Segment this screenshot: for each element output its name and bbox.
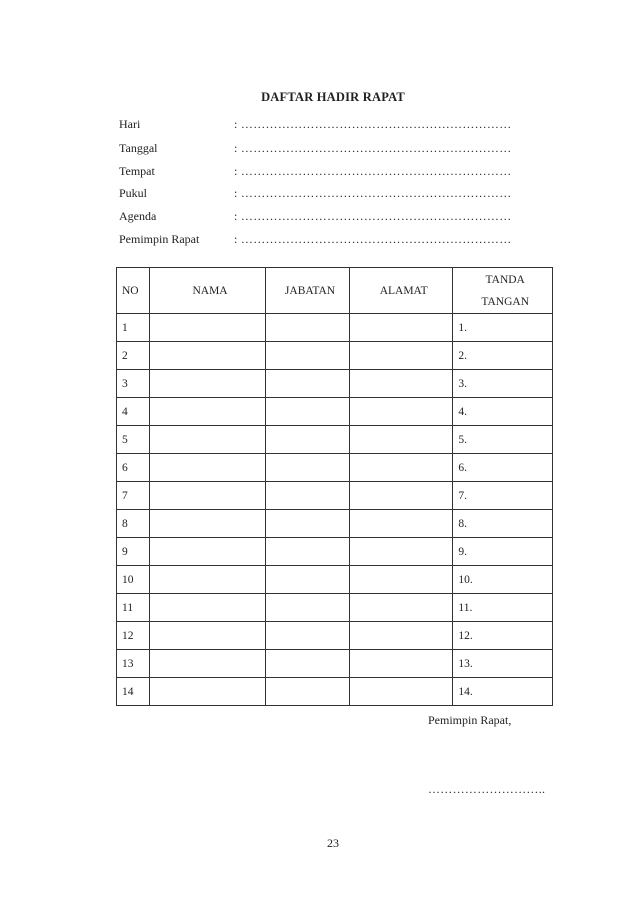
- cell-no: 7: [117, 482, 150, 510]
- attendance-table-body: [117, 314, 553, 706]
- info-field-label: Tanggal: [119, 141, 158, 155]
- info-field-value: : …………………………………………………………: [234, 141, 512, 155]
- table-row: [117, 566, 553, 594]
- header-alamat: ALAMAT: [349, 268, 453, 314]
- table-row: [117, 678, 553, 706]
- cell-jabatan: [266, 482, 350, 510]
- cell-no: 10: [117, 566, 150, 594]
- cell-jabatan: [266, 370, 350, 398]
- table-row: [117, 342, 553, 370]
- table-row: [117, 594, 553, 622]
- cell-no: 4: [117, 398, 150, 426]
- info-field-value: : …………………………………………………………: [234, 186, 512, 200]
- cell-tanda-tangan: 4.: [453, 398, 553, 426]
- info-field-label: Hari: [119, 117, 141, 131]
- cell-nama: [149, 622, 265, 650]
- info-field-label: Tempat: [119, 164, 155, 178]
- cell-alamat: [349, 594, 453, 622]
- cell-no: 2: [117, 342, 150, 370]
- cell-alamat: [349, 398, 453, 426]
- table-row: [117, 426, 553, 454]
- cell-nama: [149, 538, 265, 566]
- cell-tanda-tangan: 12.: [453, 622, 553, 650]
- table-row: [117, 398, 553, 426]
- cell-jabatan: [266, 678, 350, 706]
- header-jabatan: JABATAN: [266, 268, 350, 314]
- header-no: NO: [117, 268, 150, 314]
- cell-nama: [149, 454, 265, 482]
- cell-tanda-tangan: 7.: [453, 482, 553, 510]
- cell-nama: [149, 370, 265, 398]
- info-field-value: : …………………………………………………………: [234, 117, 512, 131]
- cell-no: 9: [117, 538, 150, 566]
- cell-alamat: [349, 370, 453, 398]
- leader-label: Pemimpin Rapat,: [428, 713, 512, 727]
- cell-alamat: [349, 510, 453, 538]
- cell-tanda-tangan: 10.: [453, 566, 553, 594]
- cell-jabatan: [266, 342, 350, 370]
- cell-alamat: [349, 314, 453, 342]
- table-row: [117, 538, 553, 566]
- attendance-table: [116, 267, 553, 706]
- header-nama: NAMA: [149, 268, 265, 314]
- header-tangan: TANGAN: [481, 295, 530, 308]
- cell-nama: [149, 426, 265, 454]
- cell-alamat: [349, 482, 453, 510]
- cell-tanda-tangan: 6.: [453, 454, 553, 482]
- cell-tanda-tangan: 11.: [453, 594, 553, 622]
- info-field-label: Pukul: [119, 186, 148, 200]
- table-row: [117, 510, 553, 538]
- header-tanda-tangan: [453, 268, 553, 314]
- cell-tanda-tangan: 2.: [453, 342, 553, 370]
- cell-nama: [149, 342, 265, 370]
- cell-nama: [149, 314, 265, 342]
- cell-no: 3: [117, 370, 150, 398]
- document-title: DAFTAR HADIR RAPAT: [261, 90, 405, 104]
- cell-alamat: [349, 426, 453, 454]
- cell-nama: [149, 650, 265, 678]
- cell-tanda-tangan: 9.: [453, 538, 553, 566]
- cell-jabatan: [266, 426, 350, 454]
- cell-nama: [149, 510, 265, 538]
- cell-jabatan: [266, 566, 350, 594]
- cell-no: 11: [117, 594, 150, 622]
- table-row: [117, 482, 553, 510]
- header-tanda: TANDA: [485, 273, 525, 286]
- cell-nama: [149, 566, 265, 594]
- table-row: [117, 622, 553, 650]
- cell-no: 5: [117, 426, 150, 454]
- cell-jabatan: [266, 622, 350, 650]
- cell-nama: [149, 482, 265, 510]
- cell-jabatan: [266, 650, 350, 678]
- cell-jabatan: [266, 538, 350, 566]
- cell-alamat: [349, 538, 453, 566]
- cell-alamat: [349, 342, 453, 370]
- cell-tanda-tangan: 14.: [453, 678, 553, 706]
- leader-signature-line: ………………………..: [428, 782, 546, 796]
- table-row: [117, 650, 553, 678]
- cell-nama: [149, 594, 265, 622]
- cell-tanda-tangan: 13.: [453, 650, 553, 678]
- cell-alamat: [349, 622, 453, 650]
- cell-nama: [149, 398, 265, 426]
- info-field-value: : …………………………………………………………: [234, 164, 512, 178]
- cell-tanda-tangan: 3.: [453, 370, 553, 398]
- cell-alamat: [349, 650, 453, 678]
- info-field-value: : …………………………………………………………: [234, 209, 512, 223]
- cell-tanda-tangan: 5.: [453, 426, 553, 454]
- cell-jabatan: [266, 510, 350, 538]
- cell-alamat: [349, 678, 453, 706]
- table-row: [117, 454, 553, 482]
- cell-no: 14: [117, 678, 150, 706]
- table-row: [117, 370, 553, 398]
- cell-jabatan: [266, 314, 350, 342]
- cell-tanda-tangan: 8.: [453, 510, 553, 538]
- cell-jabatan: [266, 398, 350, 426]
- cell-no: 1: [117, 314, 150, 342]
- cell-alamat: [349, 454, 453, 482]
- cell-no: 8: [117, 510, 150, 538]
- page-number: 23: [327, 836, 339, 850]
- table-header-row: [117, 268, 553, 314]
- cell-nama: [149, 678, 265, 706]
- info-field-label: Agenda: [119, 209, 157, 223]
- cell-tanda-tangan: 1.: [453, 314, 553, 342]
- cell-jabatan: [266, 594, 350, 622]
- cell-alamat: [349, 566, 453, 594]
- info-field-label: Pemimpin Rapat: [119, 232, 200, 246]
- cell-no: 13: [117, 650, 150, 678]
- cell-no: 6: [117, 454, 150, 482]
- info-field-value: : …………………………………………………………: [234, 232, 512, 246]
- cell-jabatan: [266, 454, 350, 482]
- table-row: [117, 314, 553, 342]
- cell-no: 12: [117, 622, 150, 650]
